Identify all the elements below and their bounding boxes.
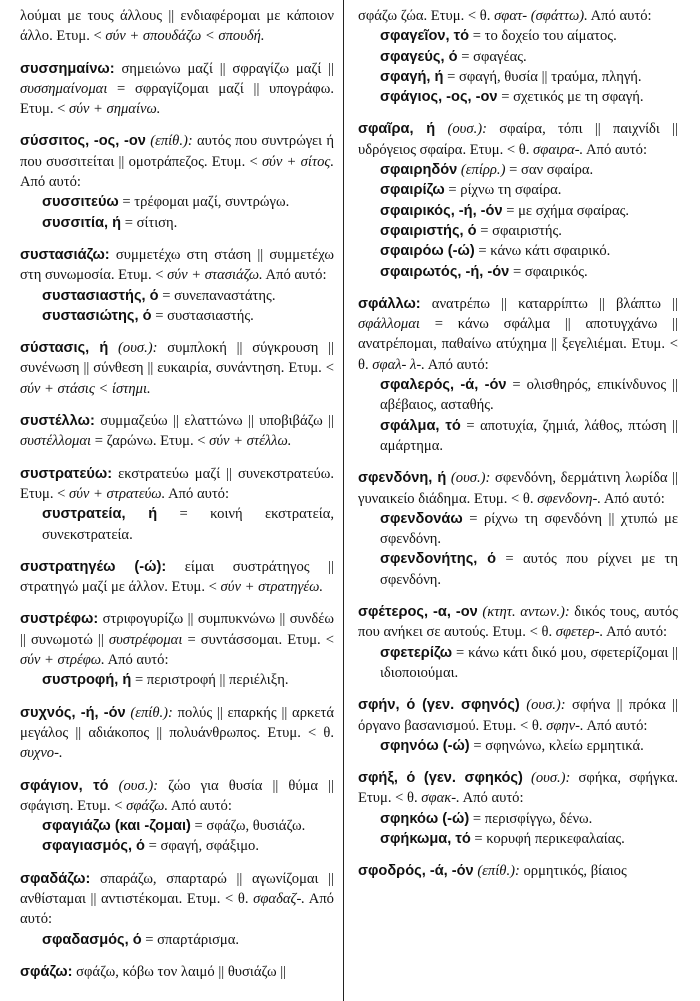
definition-text: Από αυτό: [165, 485, 230, 502]
definition-text: συμμαζεύω || ελαττώνω || υποβιβάζω || [94, 413, 334, 430]
definition-text: = σφάζω, θυσιάζω. [190, 818, 306, 835]
definition-text: = σίτιση. [121, 214, 178, 231]
headword: σφάλλω: [358, 295, 421, 312]
definition-text: = ζαρώνω. Ετυμ. < [91, 433, 210, 450]
dictionary-entry [358, 294, 678, 456]
definition-text: = κάνω κάτι σφαιρικό. [474, 243, 611, 260]
definition-text: = κορυφή περικεφαλαίας. [470, 830, 625, 847]
dictionary-entry [20, 703, 334, 764]
headword: σφετερίζω [380, 644, 453, 661]
dictionary-entry [358, 468, 678, 590]
headword: σφαγιάζω (και -ζομαι) [42, 818, 191, 835]
headword: σφήξ, ό (γεν. σφηκός) [358, 770, 523, 787]
headword: συστασιώτης, ό [42, 307, 152, 324]
definition-text: στριφογυρίζω || συμπυκνώνω || συνδέω || συνωμοτώ || [20, 611, 334, 648]
definition-text: = συστασιαστής. [151, 307, 254, 324]
headword: σφαγιασμός, ό [42, 838, 145, 855]
definition-text: = ρίχνω τη σφενδόνη || χτυπώ με σφενδόνη. [380, 510, 678, 548]
entry-body [358, 602, 678, 643]
part-of-speech: (κτητ. αντων.): [477, 604, 570, 621]
definition-text: σφήνα || πρόκα || όργανο βασανισμού. Ετυμ. < θ. [358, 697, 678, 734]
etymology-italic: σύν + σίτος. [261, 153, 334, 170]
part-of-speech: (ουσ.): [108, 777, 159, 794]
etymology-italic: συστρέφομαι [108, 631, 183, 648]
headword: σφοδρός, -ά, -όν [358, 863, 474, 880]
headword: σφάζω: [20, 963, 73, 980]
sub-entry [380, 375, 678, 416]
headword: σφαιρηδόν [380, 162, 458, 179]
headword: σφάγιον, τό [20, 777, 109, 794]
definition-text: = σφαιρικός. [509, 263, 588, 280]
sub-entry [42, 213, 334, 233]
etymology-italic: σφαδαζ-. [253, 890, 305, 907]
headword: σφαγεῖον, τό [380, 28, 470, 45]
etymology-italic: σύν + στρατεύω. [69, 485, 166, 502]
definition-text: σπαράζω, σπαρταρώ || αγωνίζομαι || ανθίσταμαι || αντιστέκομαι. Ετυμ. < θ. [20, 870, 334, 907]
part-of-speech: (ουσ.): [435, 121, 487, 138]
etymology-italic: συχνο-. [20, 745, 63, 762]
headword: σφαδάζω: [20, 870, 91, 887]
dictionary-entry [20, 59, 334, 120]
headword: συχνός, -ή, -όν [20, 704, 126, 721]
entry-body [358, 768, 678, 809]
definition-text: πολύς || επαρκής || αρκετά μεγάλος || αδιάκοπος || πολυάνθρωπος. Ετυμ. < θ. [20, 704, 334, 741]
sub-entry [42, 816, 334, 836]
definition-text: Από αυτό: [601, 490, 665, 507]
definition-text: Από αυτό: [262, 267, 327, 284]
headword: σφαιριστής, ό [380, 222, 477, 239]
definition-text: Από αυτό: [583, 141, 648, 158]
definition-text: = το δοχείο του αίματος. [469, 28, 617, 45]
sub-entry [42, 670, 334, 690]
etymology-italic: σύν + σπουδάζω < σπουδή. [105, 28, 265, 45]
definition-text: = κάνω σφάλμα || αποτυγχάνω || ανατρέπομαι, παθαίνω ατύχημα || ξεγελιέμαι. Ετυμ. < θ. [358, 316, 678, 373]
definition-text: Από αυτό: [424, 356, 489, 373]
definition-text: συμμετέχω στη στάση || συμμετέχω στη συνωμοσία. Ετυμ. < [20, 246, 334, 284]
right-column [344, 6, 682, 1001]
headword: σφαγή, ή [380, 68, 444, 85]
definition-text: Από αυτό: [587, 8, 652, 24]
sub-entry [380, 87, 678, 107]
definition-text: = τρέφομαι μαζί, συντρώγω. [118, 194, 290, 211]
etymology-italic: σύν + στασιάζω. [167, 267, 263, 284]
definition-text: ανατρέπω || καταρρίπτω || βλάπτω || [420, 295, 678, 312]
headword: συστασιάζω: [20, 246, 110, 263]
entry-body [358, 294, 678, 375]
definition-text: = σχετικός με τη σφαγή. [497, 89, 644, 106]
headword: σφενδόνη, ή [358, 470, 447, 487]
headword: σφηκόω (-ώ) [380, 810, 470, 827]
definition-text: λούμαι με τους άλλους || ενδιαφέρομαι με κάποιον άλλο. Ετυμ. < [20, 8, 334, 45]
definition-text: είμαι συστράτηγος || στρατηγώ μαζί με άλλον. Ετυμ. < [20, 558, 334, 596]
dictionary-entry [20, 411, 334, 452]
definition-text: = συνεπαναστάτης. [158, 287, 276, 304]
sub-entry [42, 192, 334, 212]
sub-entry [380, 241, 678, 261]
dictionary-entry [20, 869, 334, 950]
dictionary-entry [358, 602, 678, 683]
headword: συσσιτεύω [42, 194, 119, 211]
part-of-speech: (ουσ.): [108, 340, 158, 357]
dictionary-entry [358, 768, 678, 849]
etymology-italic: σφετερ-. [555, 624, 604, 641]
sub-entry [380, 180, 678, 200]
sub-entry [380, 416, 678, 457]
headword: σφάλμα, τό [380, 417, 461, 434]
etymology-italic: σύν + στρατηγέω. [220, 579, 324, 596]
definition-text: = αυτός που ρίχνει με τη σφενδόνη. [380, 551, 678, 588]
headword: συστρατεία, ή [42, 506, 158, 523]
entry-body [20, 557, 334, 598]
headword: συστροφή, ή [42, 672, 132, 689]
definition-text: σφενδόνη, δερμάτινη λωρίδα || γυναικείο διάδημα. Ετυμ. < θ. [358, 470, 678, 507]
part-of-speech: (επίθ.): [145, 133, 193, 150]
dictionary-entry [20, 131, 334, 232]
headword: συστρατεύω: [20, 465, 113, 482]
definition-text: αυτός που συντρώγει ή που συσσιτείται || ομοτράπεζος. Ετυμ. < [20, 133, 334, 170]
part-of-speech: (επίρρ.) [457, 162, 506, 179]
definition-text: = σαν σφαίρα. [505, 162, 594, 179]
headword: σφενδονήτης, ό [380, 551, 497, 568]
entry-body [358, 468, 678, 509]
headword: συστρέφω: [20, 611, 99, 628]
part-of-speech: (ουσ.): [446, 470, 491, 487]
headword: συστρατηγέω (-ώ): [20, 558, 167, 575]
sub-entry [380, 736, 678, 756]
etymology-italic: σφαιρα-. [533, 141, 584, 158]
dictionary-entry [20, 776, 334, 857]
entry-body [358, 861, 678, 881]
definition-text: Από αυτό: [20, 890, 334, 928]
headword: συστέλλω: [20, 413, 95, 430]
entry-continuation [20, 6, 334, 47]
entry-body [20, 6, 334, 47]
dictionary-entry [20, 962, 334, 982]
definition-text: ζώο για θυσία || θύμα || σφάγιση. Ετυμ. < [20, 777, 334, 814]
headword: σφαιρικός, -ή, -όν [380, 202, 503, 219]
sub-entry [42, 286, 334, 306]
definition-text: σφάζω, κόβω τον λαιμό || θυσιάζω || [72, 963, 287, 980]
sub-entry [380, 829, 678, 849]
dictionary-entry [358, 695, 678, 756]
headword: σφήν, ό (γεν. σφηνός) [358, 697, 520, 714]
sub-entry [380, 26, 678, 46]
definition-text: = κάνω κάτι δικό μου, σφετερίζομαι || ιδιοποιούμαι. [380, 644, 678, 681]
headword: συσσιτία, ή [42, 214, 122, 231]
definition-text: σφαίρα, τόπι || παιχνίδι || υδρόγειος σφαίρα. Ετυμ. < θ. [358, 121, 678, 158]
dictionary-entry [20, 557, 334, 598]
entry-body [358, 119, 678, 160]
definition-text: Από αυτό: [583, 717, 648, 734]
sub-entry [42, 504, 334, 545]
etymology-italic: σφην-. [546, 717, 584, 734]
definition-text: συμπλοκή || σύγκρουση || συνένωση || σύνθεση || ευκαιρία, συνάντηση. Ετυμ. < [20, 340, 334, 377]
dictionary-entry [358, 861, 678, 881]
entry-body [20, 609, 334, 670]
entry-body [20, 703, 334, 764]
entry-body [20, 245, 334, 286]
definition-text: = σπαρτάρισμα. [141, 931, 240, 948]
entry-body [20, 59, 334, 120]
dictionary-entry [20, 245, 334, 326]
dictionary-entry [20, 609, 334, 690]
entry-body [20, 869, 334, 930]
etymology-italic: σύν + στέλλω. [209, 433, 292, 450]
headword: σφαλερός, -ά, -όν [380, 377, 507, 394]
sub-entry [380, 643, 678, 684]
headword: σύσσιτος, -ος, -ον [20, 133, 146, 150]
left-column [6, 6, 344, 1001]
sub-entry [42, 306, 334, 326]
definition-text: ορμητικός, βίαιος [519, 863, 627, 880]
etymology-italic: σφακ-. [421, 790, 460, 807]
headword: σφαδασμός, ό [42, 931, 142, 948]
definition-text: = ολισθηρός, επικίνδυνος || αβέβαιος, ασταθής. [380, 377, 678, 414]
headword: συστασιαστής, ό [42, 287, 159, 304]
definition-text: = σφραγίζομαι μαζί || υπογράφω. Ετυμ. < [20, 80, 334, 118]
definition-text: = αποτυχία, ζημιά, λάθος, πτώση || αμάρτημα. [380, 417, 678, 454]
definition-text: εκστρατεύω μαζί || συνεκστρατεύω. Ετυμ. < [20, 465, 334, 502]
definition-text: = σφαγή, θυσία || τραύμα, πληγή. [443, 68, 642, 85]
entry-body [20, 338, 334, 399]
headword: σφέτερος, -α, -ον [358, 604, 478, 621]
etymology-italic: σφενδονη-. [537, 490, 602, 507]
definition-text: Από αυτό: [20, 174, 81, 191]
entry-body [20, 411, 334, 452]
sub-entry [42, 836, 334, 856]
etymology-italic: συστέλλομαι [20, 433, 92, 450]
etymology-italic: σφάλλομαι [358, 316, 420, 333]
etymology-italic: συσσημαίνομαι [20, 80, 108, 97]
definition-text: = με σχήμα σφαίρας. [502, 202, 630, 219]
etymology-italic: σφαλ- λ-. [372, 356, 425, 373]
entry-body [20, 131, 334, 192]
part-of-speech: (ουσ.): [522, 770, 571, 787]
sub-entry [380, 221, 678, 241]
entry-body [358, 695, 678, 736]
sub-entry [380, 509, 678, 550]
definition-text: σημειώνω μαζί || σφραγίζω μαζί || [114, 60, 334, 77]
definition-text: σφήκα, σφήγκα. Ετυμ. < θ. [358, 770, 678, 807]
entry-continuation [358, 6, 678, 107]
etymology-italic: σύν + σημαίνω. [69, 101, 161, 118]
headword: σφενδονάω [380, 510, 463, 527]
definition-text: = σφαγή, σφάξιμο. [144, 838, 259, 855]
sub-entry [380, 160, 678, 180]
etymology-italic: σύν + στρέφω. [20, 652, 105, 669]
definition-text: = περιστροφή || περιέλιξη. [131, 672, 289, 689]
sub-entry [42, 930, 334, 950]
definition-text: Από αυτό: [168, 797, 232, 814]
headword: σφαιρωτός, -ή, -όν [380, 263, 510, 280]
dictionary-entry [20, 464, 334, 545]
part-of-speech: (επίθ.): [473, 863, 520, 880]
definition-text: Από αυτό: [459, 790, 524, 807]
sub-entry [380, 201, 678, 221]
etymology-italic: σφάζω. [126, 797, 169, 814]
etymology-italic: σφατ- (σφάττω). [494, 8, 588, 24]
definition-text: = περισφίγγω, δένω. [469, 810, 593, 827]
definition-text: δικός τους, αυτός που ανήκει σε αυτούς. Ετυμ. < θ. [358, 604, 679, 641]
headword: σφαιρόω (-ώ) [380, 243, 475, 260]
definition-text: = σφαγέας. [457, 48, 527, 65]
definition-text: = κοινή εκστρατεία, συνεκστρατεία. [42, 506, 334, 543]
definition-text: Από αυτό: [104, 652, 169, 669]
entry-body [20, 776, 334, 817]
sub-entry [380, 47, 678, 67]
entry-body [20, 962, 334, 982]
headword: σύστασις, ή [20, 340, 109, 357]
definition-text: σφάζω ζώα. Ετυμ. < θ. [358, 8, 495, 24]
definition-text: = ρίχνω τη σφαίρα. [444, 182, 562, 199]
headword: σφαιρίζω [380, 182, 445, 199]
definition-text: = σφαιριστής. [476, 222, 562, 239]
dictionary-entry [358, 119, 678, 281]
definition-text: = συντάσσομαι. Ετυμ. < [182, 631, 334, 648]
dictionary-entry [20, 338, 334, 399]
definition-text: Από αυτό: [603, 624, 668, 641]
headword: σφαγεύς, ό [380, 48, 458, 65]
sub-entry [380, 67, 678, 87]
sub-entry [380, 262, 678, 282]
headword: σφάγιος, -ος, -ον [380, 89, 498, 106]
entry-body [20, 464, 334, 505]
headword: συσσημαίνω: [20, 60, 115, 77]
entry-body [358, 6, 678, 26]
etymology-italic: σύν + στάσις < ίστημι. [20, 380, 151, 397]
sub-entry [380, 549, 678, 590]
part-of-speech: (ουσ.): [519, 697, 566, 714]
headword: σφήκωμα, τό [380, 830, 471, 847]
headword: σφηνόω (-ώ) [380, 737, 470, 754]
definition-text: = σφηνώνω, κλείω ερμητικά. [469, 737, 644, 754]
sub-entry [380, 809, 678, 829]
headword: σφαῖρα, ή [358, 121, 436, 138]
part-of-speech: (επίθ.): [125, 704, 173, 721]
